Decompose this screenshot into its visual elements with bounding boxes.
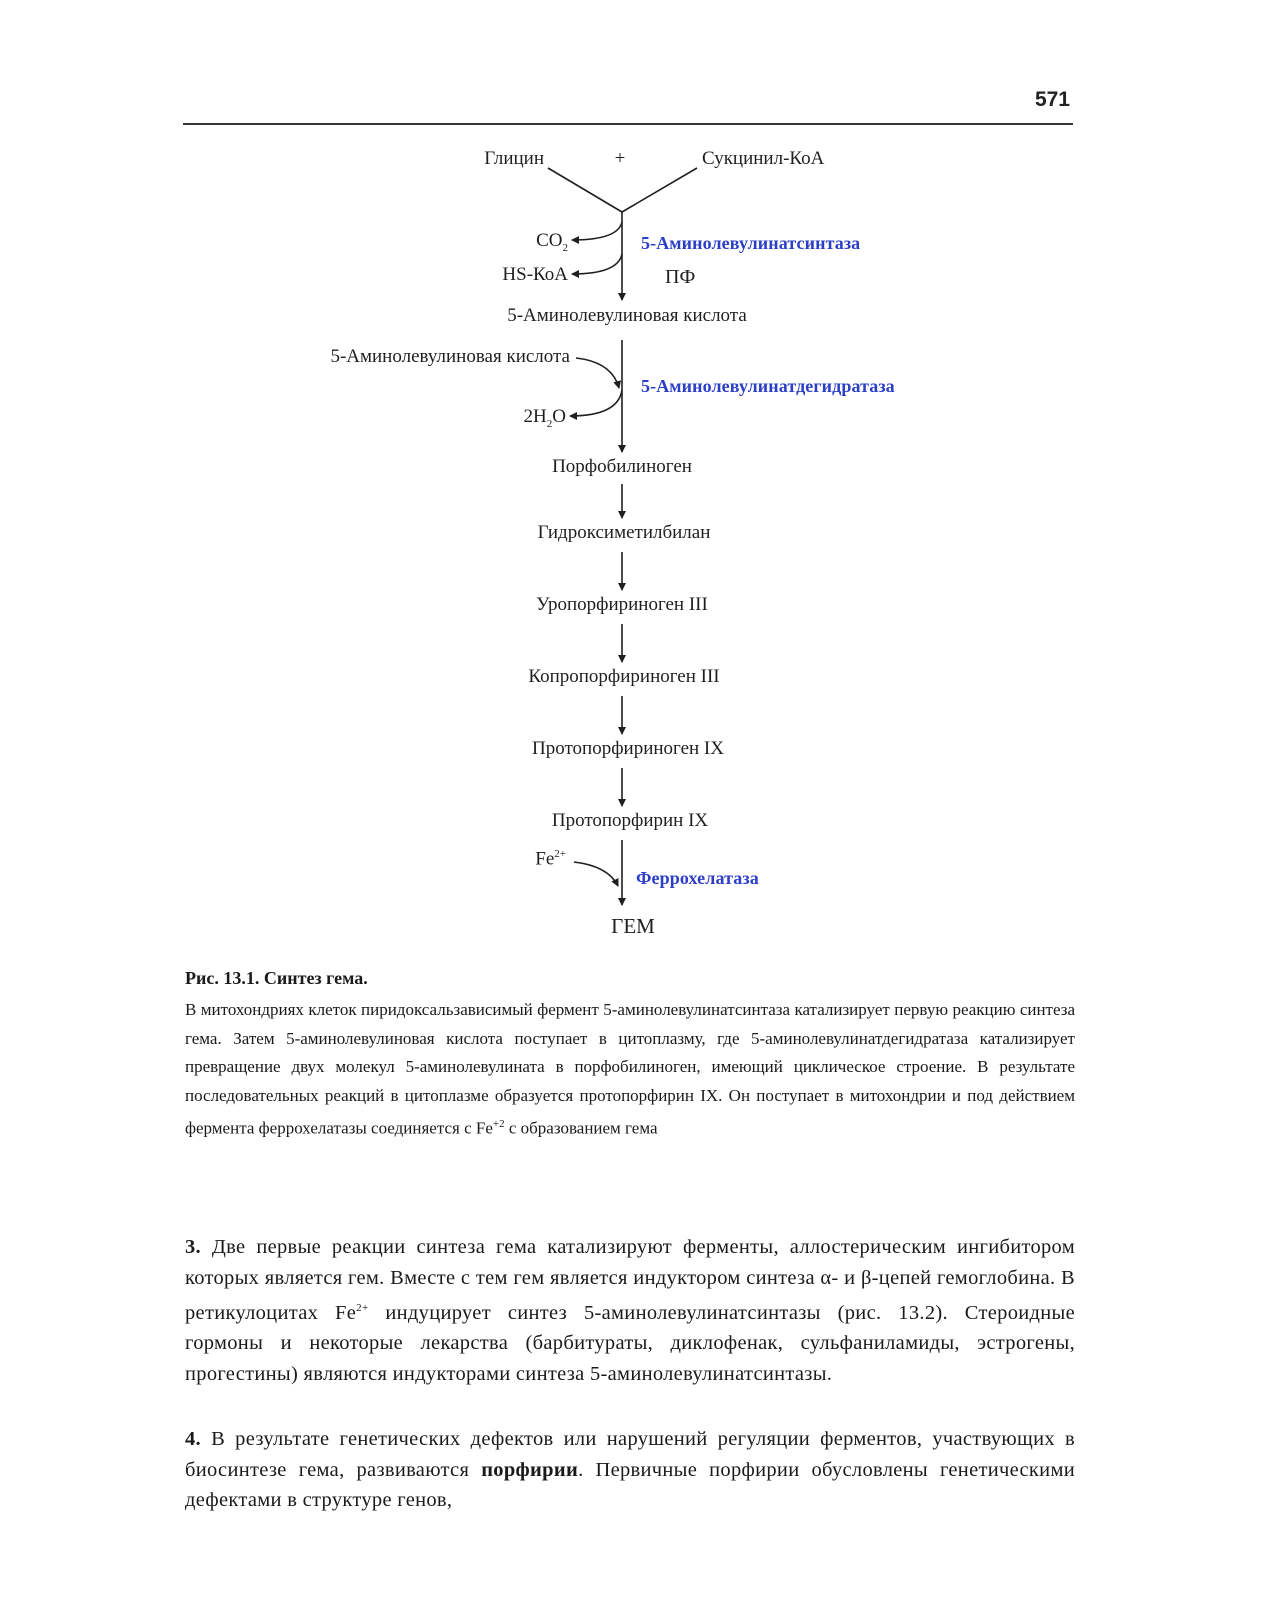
enzyme-ala-dehydratase: 5-Аминолевулинатдегидратаза <box>641 376 895 396</box>
arrow-ala-in <box>576 358 619 388</box>
hs-coa-label: HS-КоА <box>502 264 568 285</box>
enzyme-ala-synthase: 5-Аминолевулинатсинтаза <box>641 233 861 253</box>
figure-caption-text: В митохондриях клеток пиридоксальзависимый фермент 5-аминолевулинатсинтаза катализирует первую реакцию синтеза гема. Затем 5-аминолевулиновая кислота поступает в цитоплазму, где 5-аминолевулинатдегидратаза катализирует превращение двух молекул 5-аминолевулината в порфобилиноген, имеющий циклическое строение. В результате последовательных реакций в цитоплазме образуется протопорфирин IX. Он поступает в митохондрии и под действием фермента феррохелатазы соединяется с $Fe^{+2}$ с образованием гема <box>185 1000 1075 1138</box>
chain-item: Протопорфирин IX <box>551 810 709 831</box>
glycine-label: Глицин <box>484 148 544 169</box>
co2-label: $CO_2$ <box>536 230 568 254</box>
final-product-heme: ГЕМ <box>611 914 655 938</box>
enzyme-ferrochelatase: Феррохелатаза <box>636 868 759 888</box>
arrow-glycine-in <box>548 168 622 212</box>
chain-item: Гидроксиметилбилан <box>537 522 711 543</box>
chain-item: Уропорфириноген III <box>536 594 708 615</box>
cofactor-pf-label: ПФ <box>665 266 696 288</box>
paragraph-3: 3. Две первые реакции синтеза гема катализируют ферменты, аллостерическим ингибитором которых является гем. Вместе с тем гем является индуктором синтеза α- и β-цепей гемоглобина. В ретикулоцитах $Fe^{2+}$ индуцирует синтез 5-аминолевулинатсинтазы (рис. 13.2). Стероидные гормоны и некоторые лекарства (барбитураты, диклофенак, сульфаниламиды, эстрогены, прогестины) являются индукторами синтеза 5-аминолевулинатсинтазы. <box>185 1236 1076 1385</box>
figure-caption-title: Рис. 13.1. Синтез гема. <box>185 968 368 988</box>
fe-label: $Fe^{2+}$ <box>535 848 566 870</box>
succinyl-coa-label: Сукцинил-КоА <box>702 148 825 169</box>
product-ala-label: 5-Аминолевулиновая кислота <box>507 305 747 326</box>
ala-input-label: 5-Аминолевулиновая кислота <box>330 346 570 367</box>
chain-item: Копропорфириноген III <box>528 666 720 687</box>
porphyria-term: порфирии <box>481 1458 579 1481</box>
page-number: 571 <box>1034 88 1070 111</box>
arrow-hskoa-out <box>572 254 622 274</box>
chain-item: Протопорфириноген IX <box>532 738 724 759</box>
arrow-co2-out <box>572 222 622 240</box>
arrow-h2o-out <box>570 390 622 416</box>
arrow-fe-in <box>574 862 618 886</box>
plus-sign: + <box>614 148 626 169</box>
chain-item: Порфобилиноген <box>552 456 692 477</box>
h2o-label: $2H_2O$ <box>523 406 566 430</box>
paragraph-4: 4. В результате генетических дефектов или нарушений регуляции ферментов, участвующих в биосинтезе гема, развиваются порфирии. Первичные порфирии обусловлены генетическими дефектами в структуре генов, <box>185 1428 1075 1511</box>
arrow-succinyl-in <box>622 168 697 212</box>
